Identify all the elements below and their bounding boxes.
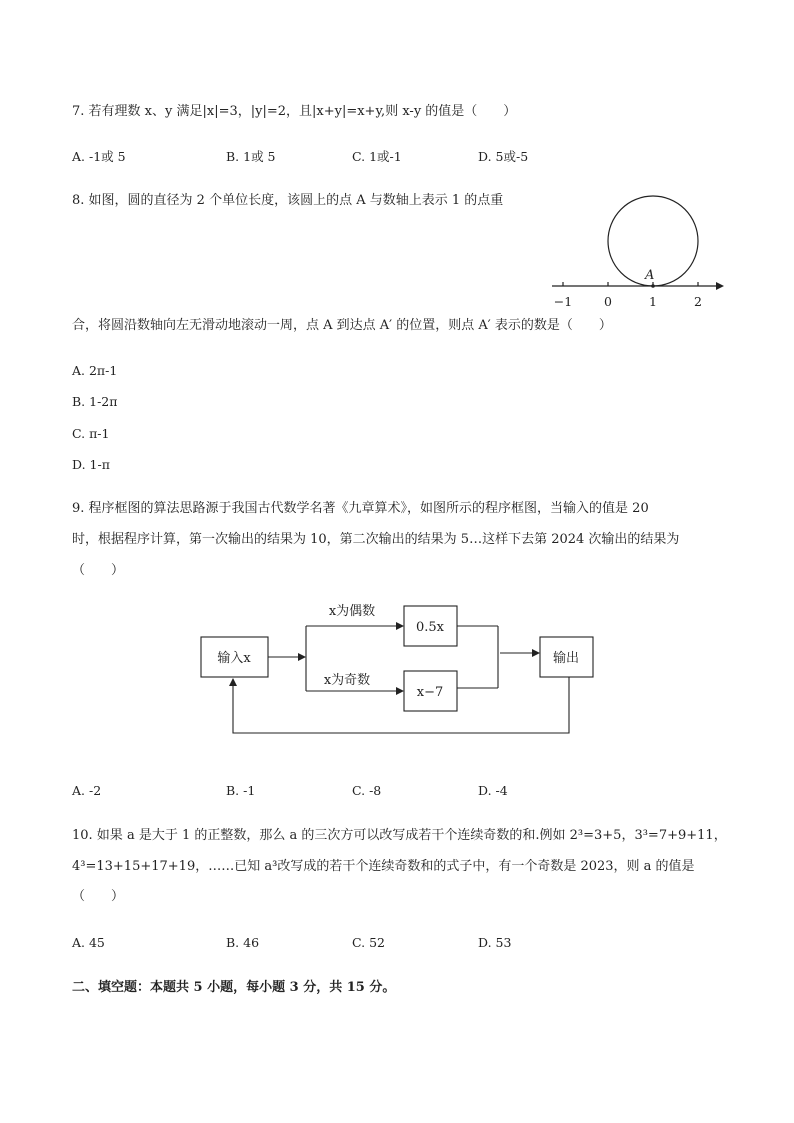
q8-point-a — [651, 284, 655, 288]
q8-number-line-figure — [540, 190, 730, 310]
q9-flowchart — [195, 595, 605, 740]
q9-stem-line3: （ ） — [72, 563, 125, 578]
q10-option-a: A. 45 — [72, 935, 105, 950]
q7-option-b: B. 1或 5 — [226, 149, 276, 164]
q8-tick-label: −1 — [553, 294, 573, 309]
q8-option-b: B. 1-2π — [72, 394, 118, 409]
section2-title: 二、填空题：本题共 5 小题，每小题 3 分，共 15 分。 — [72, 980, 396, 995]
q10-stem-line1: 10. 如果 a 是大于 1 的正整数，那么 a 的三次方可以改写成若干个连续奇数的和.例如 2³=3+5，3³=7+9+11， — [72, 828, 727, 843]
q7-option-c: C. 1或-1 — [352, 149, 402, 164]
q9-output-label: 输出 — [552, 651, 580, 666]
q8-tick-label: 2 — [694, 294, 702, 309]
q8-option-c: C. π-1 — [72, 426, 110, 441]
q7-option-d: D. 5或-5 — [478, 149, 529, 164]
q7-stem: 7. 若有理数 x、y 满足|x|=3，|y|=2，且|x+y|=x+y,则 x-y 的值是（ ） — [72, 104, 517, 119]
q9-odd-op-label: x−7 — [416, 685, 444, 700]
q7-option-a: A. -1或 5 — [72, 149, 126, 164]
q8-option-d: D. 1-π — [72, 457, 110, 472]
q9-stem-line2: 时，根据程序计算，第一次输出的结果为 10，第二次输出的结果为 5…这样下去第 2024 次输出的结果为 — [72, 532, 680, 547]
q9-option-b: B. -1 — [226, 783, 256, 798]
q9-odd-condition: x为奇数 — [323, 673, 371, 688]
q8-stem-line1: 8. 如图，圆的直径为 2 个单位长度，该圆上的点 A 与数轴上表示 1 的点重 — [72, 193, 504, 208]
q8-point-a-label: A — [645, 268, 655, 283]
q9-option-d: D. -4 — [478, 783, 508, 798]
q9-even-op-label: 0.5x — [415, 620, 445, 635]
q8-stem-line2: 合，将圆沿数轴向左无滑动地滚动一周，点 A 到达点 A′ 的位置，则点 A′ 表示的数是（ ） — [72, 318, 612, 333]
q8-tick-label: 0 — [604, 294, 612, 309]
q8-axis-arrow — [716, 282, 724, 290]
q9-option-a: A. -2 — [72, 783, 102, 798]
q10-stem-line3: （ ） — [72, 889, 125, 904]
q8-tick-label: 1 — [649, 294, 657, 309]
q10-option-d: D. 53 — [478, 935, 512, 950]
q9-loop-back — [233, 677, 569, 733]
q10-option-b: B. 46 — [226, 935, 260, 950]
q9-option-c: C. -8 — [352, 783, 382, 798]
q9-input-label: 输入x — [217, 651, 251, 666]
q9-even-condition: x为偶数 — [328, 604, 376, 619]
q10-option-c: C. 52 — [352, 935, 385, 950]
q9-stem-line1: 9. 程序框图的算法思路源于我国古代数学名著《九章算术》，如图所示的程序框图，当输入的值是 20 — [72, 501, 649, 516]
q8-option-a: A. 2π-1 — [72, 363, 118, 378]
q10-stem-line2: 4³=13+15+17+19，……已知 a³改写成的若干个连续奇数和的式子中，有一个奇数是 2023，则 a 的值是 — [72, 859, 695, 874]
